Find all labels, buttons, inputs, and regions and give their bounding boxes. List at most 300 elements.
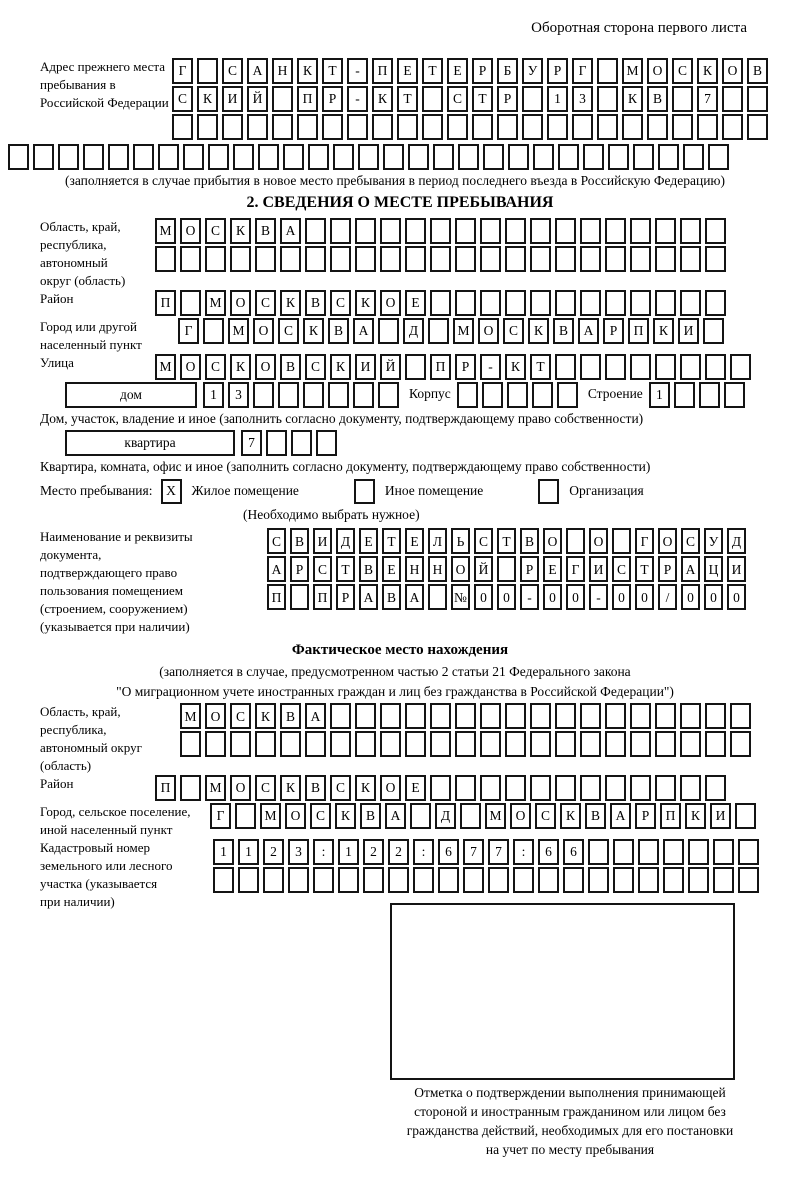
form-cell[interactable]: Р	[520, 556, 539, 582]
form-cell[interactable]	[108, 144, 129, 170]
form-cell[interactable]	[297, 114, 318, 140]
form-cell[interactable]	[330, 246, 351, 272]
inoe-checkbox[interactable]	[354, 479, 375, 504]
form-cell[interactable]	[658, 144, 679, 170]
form-cell[interactable]	[505, 218, 526, 244]
form-cell[interactable]: К	[355, 775, 376, 801]
form-cell[interactable]: И	[355, 354, 376, 380]
form-cell[interactable]: 3	[572, 86, 593, 112]
form-cell[interactable]	[355, 731, 376, 757]
form-cell[interactable]: В	[553, 318, 574, 344]
form-cell[interactable]	[705, 354, 726, 380]
form-cell[interactable]: Е	[405, 290, 426, 316]
form-cell[interactable]: Г	[210, 803, 231, 829]
form-cell[interactable]: С	[205, 218, 226, 244]
form-cell[interactable]	[482, 382, 503, 408]
form-cell[interactable]	[388, 867, 409, 893]
form-cell[interactable]	[313, 867, 334, 893]
form-cell[interactable]	[699, 382, 720, 408]
form-cell[interactable]: П	[372, 58, 393, 84]
form-cell[interactable]: 7	[488, 839, 509, 865]
form-cell[interactable]: Е	[382, 556, 401, 582]
form-cell[interactable]	[233, 144, 254, 170]
form-cell[interactable]: К	[685, 803, 706, 829]
form-cell[interactable]	[172, 114, 193, 140]
form-cell[interactable]	[555, 290, 576, 316]
form-cell[interactable]	[180, 290, 201, 316]
form-cell[interactable]	[405, 354, 426, 380]
form-cell[interactable]	[722, 114, 743, 140]
form-cell[interactable]	[180, 246, 201, 272]
form-cell[interactable]: А	[578, 318, 599, 344]
form-cell[interactable]	[372, 114, 393, 140]
form-cell[interactable]: С	[503, 318, 524, 344]
form-cell[interactable]: О	[647, 58, 668, 84]
form-cell[interactable]: Т	[322, 58, 343, 84]
form-cell[interactable]	[605, 775, 626, 801]
form-cell[interactable]	[580, 354, 601, 380]
form-cell[interactable]: А	[305, 703, 326, 729]
form-cell[interactable]	[633, 144, 654, 170]
form-cell[interactable]: Р	[290, 556, 309, 582]
organizatsiya-checkbox[interactable]	[538, 479, 559, 504]
form-cell[interactable]	[612, 528, 631, 554]
form-cell[interactable]	[647, 114, 668, 140]
form-cell[interactable]	[655, 354, 676, 380]
form-cell[interactable]	[738, 839, 759, 865]
form-cell[interactable]	[605, 246, 626, 272]
form-cell[interactable]	[597, 58, 618, 84]
form-cell[interactable]: В	[585, 803, 606, 829]
form-cell[interactable]: Г	[172, 58, 193, 84]
form-cell[interactable]	[363, 867, 384, 893]
form-cell[interactable]: В	[520, 528, 539, 554]
form-cell[interactable]	[622, 114, 643, 140]
form-cell[interactable]: С	[255, 290, 276, 316]
form-cell[interactable]: К	[653, 318, 674, 344]
form-cell[interactable]: К	[355, 290, 376, 316]
form-cell[interactable]: Т	[635, 556, 654, 582]
form-cell[interactable]	[630, 246, 651, 272]
form-cell[interactable]: Р	[455, 354, 476, 380]
form-cell[interactable]	[488, 867, 509, 893]
form-cell[interactable]	[708, 144, 729, 170]
form-cell[interactable]	[203, 318, 224, 344]
form-cell[interactable]	[280, 731, 301, 757]
form-cell[interactable]: :	[413, 839, 434, 865]
form-cell[interactable]	[222, 114, 243, 140]
form-cell[interactable]	[383, 144, 404, 170]
form-cell[interactable]	[422, 114, 443, 140]
form-cell[interactable]: К	[297, 58, 318, 84]
form-cell[interactable]	[283, 144, 304, 170]
form-cell[interactable]: Т	[422, 58, 443, 84]
form-cell[interactable]: 6	[438, 839, 459, 865]
form-cell[interactable]: Ц	[704, 556, 723, 582]
form-cell[interactable]	[655, 246, 676, 272]
form-cell[interactable]	[272, 114, 293, 140]
form-cell[interactable]: В	[647, 86, 668, 112]
form-cell[interactable]	[558, 144, 579, 170]
form-cell[interactable]: №	[451, 584, 470, 610]
form-cell[interactable]	[630, 703, 651, 729]
form-cell[interactable]: К	[255, 703, 276, 729]
form-cell[interactable]: П	[297, 86, 318, 112]
form-cell[interactable]	[638, 839, 659, 865]
form-cell[interactable]: Н	[405, 556, 424, 582]
form-cell[interactable]: О	[658, 528, 677, 554]
form-cell[interactable]	[505, 290, 526, 316]
form-cell[interactable]	[538, 867, 559, 893]
form-cell[interactable]: О	[255, 354, 276, 380]
form-cell[interactable]	[155, 246, 176, 272]
form-cell[interactable]	[705, 290, 726, 316]
form-cell[interactable]	[405, 218, 426, 244]
form-cell[interactable]: Т	[336, 556, 355, 582]
form-cell[interactable]	[630, 731, 651, 757]
form-cell[interactable]	[430, 703, 451, 729]
form-cell[interactable]: С	[313, 556, 332, 582]
form-cell[interactable]	[555, 246, 576, 272]
form-cell[interactable]: Р	[658, 556, 677, 582]
form-cell[interactable]: К	[528, 318, 549, 344]
form-cell[interactable]	[333, 144, 354, 170]
form-cell[interactable]	[680, 731, 701, 757]
form-cell[interactable]	[638, 867, 659, 893]
form-cell[interactable]	[747, 114, 768, 140]
form-cell[interactable]	[472, 114, 493, 140]
form-cell[interactable]	[608, 144, 629, 170]
form-cell[interactable]	[483, 144, 504, 170]
form-cell[interactable]	[507, 382, 528, 408]
form-cell[interactable]	[328, 382, 349, 408]
form-cell[interactable]: К	[230, 218, 251, 244]
form-cell[interactable]	[322, 114, 343, 140]
form-cell[interactable]: П	[660, 803, 681, 829]
form-cell[interactable]: А	[610, 803, 631, 829]
form-cell[interactable]: К	[622, 86, 643, 112]
form-cell[interactable]	[355, 246, 376, 272]
form-cell[interactable]: О	[589, 528, 608, 554]
form-cell[interactable]: С	[278, 318, 299, 344]
form-cell[interactable]: К	[330, 354, 351, 380]
form-cell[interactable]	[530, 731, 551, 757]
form-cell[interactable]: М	[155, 354, 176, 380]
form-cell[interactable]	[33, 144, 54, 170]
form-cell[interactable]: А	[681, 556, 700, 582]
form-cell[interactable]	[463, 867, 484, 893]
form-cell[interactable]	[724, 382, 745, 408]
form-cell[interactable]: 0	[474, 584, 493, 610]
form-cell[interactable]: В	[305, 775, 326, 801]
form-cell[interactable]: Е	[359, 528, 378, 554]
form-cell[interactable]	[438, 867, 459, 893]
form-cell[interactable]: 1	[238, 839, 259, 865]
form-cell[interactable]: 0	[681, 584, 700, 610]
form-cell[interactable]	[433, 144, 454, 170]
form-cell[interactable]: М	[260, 803, 281, 829]
form-cell[interactable]	[583, 144, 604, 170]
form-cell[interactable]: О	[253, 318, 274, 344]
form-cell[interactable]	[308, 144, 329, 170]
form-cell[interactable]	[158, 144, 179, 170]
form-cell[interactable]	[180, 775, 201, 801]
form-cell[interactable]: О	[205, 703, 226, 729]
form-cell[interactable]: 2	[263, 839, 284, 865]
form-cell[interactable]	[355, 218, 376, 244]
form-cell[interactable]: О	[180, 218, 201, 244]
form-cell[interactable]: -	[347, 86, 368, 112]
form-cell[interactable]: И	[222, 86, 243, 112]
form-cell[interactable]	[455, 218, 476, 244]
form-cell[interactable]: 0	[704, 584, 723, 610]
form-cell[interactable]: О	[285, 803, 306, 829]
form-cell[interactable]	[447, 114, 468, 140]
form-cell[interactable]: 1	[338, 839, 359, 865]
form-cell[interactable]: Й	[247, 86, 268, 112]
form-cell[interactable]: Т	[497, 528, 516, 554]
form-cell[interactable]	[705, 731, 726, 757]
form-cell[interactable]	[572, 114, 593, 140]
form-cell[interactable]: И	[727, 556, 746, 582]
form-cell[interactable]	[58, 144, 79, 170]
form-cell[interactable]	[272, 86, 293, 112]
form-cell[interactable]: :	[313, 839, 334, 865]
form-cell[interactable]: М	[622, 58, 643, 84]
form-cell[interactable]	[330, 218, 351, 244]
form-cell[interactable]	[408, 144, 429, 170]
form-cell[interactable]	[513, 867, 534, 893]
form-cell[interactable]	[683, 144, 704, 170]
form-cell[interactable]: А	[405, 584, 424, 610]
form-cell[interactable]	[674, 382, 695, 408]
form-cell[interactable]: Д	[727, 528, 746, 554]
form-cell[interactable]: Е	[447, 58, 468, 84]
form-cell[interactable]	[422, 86, 443, 112]
form-cell[interactable]	[430, 218, 451, 244]
form-cell[interactable]	[563, 867, 584, 893]
form-cell[interactable]	[380, 246, 401, 272]
form-cell[interactable]: С	[255, 775, 276, 801]
form-cell[interactable]	[430, 731, 451, 757]
form-cell[interactable]: С	[535, 803, 556, 829]
form-cell[interactable]: О	[230, 775, 251, 801]
form-cell[interactable]: Б	[497, 58, 518, 84]
form-cell[interactable]	[533, 144, 554, 170]
form-cell[interactable]	[380, 218, 401, 244]
form-cell[interactable]	[547, 114, 568, 140]
form-cell[interactable]	[480, 775, 501, 801]
form-cell[interactable]: Л	[428, 528, 447, 554]
form-cell[interactable]: К	[697, 58, 718, 84]
form-cell[interactable]: Ь	[451, 528, 470, 554]
form-cell[interactable]: С	[172, 86, 193, 112]
form-cell[interactable]: О	[722, 58, 743, 84]
form-cell[interactable]: С	[681, 528, 700, 554]
form-cell[interactable]: И	[313, 528, 332, 554]
form-cell[interactable]: У	[522, 58, 543, 84]
form-cell[interactable]	[180, 731, 201, 757]
form-cell[interactable]	[305, 731, 326, 757]
form-cell[interactable]: К	[197, 86, 218, 112]
form-cell[interactable]: К	[560, 803, 581, 829]
form-cell[interactable]	[555, 775, 576, 801]
form-cell[interactable]: С	[612, 556, 631, 582]
form-cell[interactable]	[655, 703, 676, 729]
form-cell[interactable]	[330, 731, 351, 757]
form-cell[interactable]: К	[280, 775, 301, 801]
form-cell[interactable]: К	[372, 86, 393, 112]
form-cell[interactable]: М	[180, 703, 201, 729]
form-cell[interactable]	[455, 246, 476, 272]
form-cell[interactable]	[655, 218, 676, 244]
form-cell[interactable]	[688, 867, 709, 893]
form-cell[interactable]: 0	[612, 584, 631, 610]
form-cell[interactable]	[722, 86, 743, 112]
form-cell[interactable]	[480, 246, 501, 272]
form-cell[interactable]: С	[672, 58, 693, 84]
form-cell[interactable]	[258, 144, 279, 170]
form-cell[interactable]	[680, 218, 701, 244]
form-cell[interactable]	[705, 775, 726, 801]
form-cell[interactable]	[730, 703, 751, 729]
form-cell[interactable]: К	[335, 803, 356, 829]
form-cell[interactable]	[247, 114, 268, 140]
form-cell[interactable]: С	[267, 528, 286, 554]
form-cell[interactable]	[680, 703, 701, 729]
form-cell[interactable]: Т	[530, 354, 551, 380]
form-cell[interactable]	[353, 382, 374, 408]
form-cell[interactable]: О	[543, 528, 562, 554]
form-cell[interactable]: О	[380, 775, 401, 801]
form-cell[interactable]	[505, 246, 526, 272]
form-cell[interactable]: Т	[382, 528, 401, 554]
form-cell[interactable]: В	[255, 218, 276, 244]
form-cell[interactable]: В	[359, 556, 378, 582]
form-cell[interactable]	[680, 354, 701, 380]
form-cell[interactable]	[597, 114, 618, 140]
form-cell[interactable]	[303, 382, 324, 408]
form-cell[interactable]: С	[222, 58, 243, 84]
form-cell[interactable]: Т	[397, 86, 418, 112]
form-cell[interactable]	[480, 731, 501, 757]
form-cell[interactable]	[480, 218, 501, 244]
form-cell[interactable]: К	[230, 354, 251, 380]
form-cell[interactable]: А	[359, 584, 378, 610]
form-cell[interactable]: 3	[228, 382, 249, 408]
form-cell[interactable]	[530, 775, 551, 801]
form-cell[interactable]: П	[267, 584, 286, 610]
form-cell[interactable]	[305, 218, 326, 244]
form-cell[interactable]: В	[290, 528, 309, 554]
form-cell[interactable]: Р	[635, 803, 656, 829]
form-cell[interactable]: О	[451, 556, 470, 582]
form-cell[interactable]: -	[347, 58, 368, 84]
form-cell[interactable]	[378, 382, 399, 408]
form-cell[interactable]: С	[305, 354, 326, 380]
form-cell[interactable]	[555, 218, 576, 244]
form-cell[interactable]	[380, 703, 401, 729]
form-cell[interactable]: В	[280, 703, 301, 729]
form-cell[interactable]: -	[520, 584, 539, 610]
form-cell[interactable]	[713, 839, 734, 865]
form-cell[interactable]	[255, 246, 276, 272]
form-cell[interactable]	[735, 803, 756, 829]
form-cell[interactable]: Г	[572, 58, 593, 84]
form-cell[interactable]	[555, 731, 576, 757]
form-cell[interactable]: 3	[288, 839, 309, 865]
form-cell[interactable]: В	[360, 803, 381, 829]
form-cell[interactable]	[316, 430, 337, 456]
form-cell[interactable]	[672, 114, 693, 140]
form-cell[interactable]: А	[280, 218, 301, 244]
form-cell[interactable]	[705, 703, 726, 729]
form-cell[interactable]: Н	[428, 556, 447, 582]
form-cell[interactable]	[738, 867, 759, 893]
form-cell[interactable]	[680, 246, 701, 272]
form-cell[interactable]	[266, 430, 287, 456]
form-cell[interactable]	[230, 246, 251, 272]
form-cell[interactable]: О	[380, 290, 401, 316]
form-cell[interactable]	[405, 246, 426, 272]
form-cell[interactable]: Д	[403, 318, 424, 344]
form-cell[interactable]: 2	[363, 839, 384, 865]
form-cell[interactable]: У	[704, 528, 723, 554]
form-cell[interactable]: С	[474, 528, 493, 554]
form-cell[interactable]: В	[305, 290, 326, 316]
form-cell[interactable]	[530, 703, 551, 729]
form-cell[interactable]: 0	[543, 584, 562, 610]
form-cell[interactable]	[263, 867, 284, 893]
form-cell[interactable]	[705, 246, 726, 272]
form-cell[interactable]	[580, 775, 601, 801]
form-cell[interactable]: Е	[543, 556, 562, 582]
form-cell[interactable]	[428, 584, 447, 610]
form-cell[interactable]	[730, 731, 751, 757]
form-cell[interactable]	[663, 839, 684, 865]
form-cell[interactable]: 1	[203, 382, 224, 408]
form-cell[interactable]: К	[280, 290, 301, 316]
form-cell[interactable]	[197, 58, 218, 84]
form-cell[interactable]	[430, 775, 451, 801]
form-cell[interactable]	[588, 867, 609, 893]
form-cell[interactable]	[580, 218, 601, 244]
form-cell[interactable]	[730, 354, 751, 380]
form-cell[interactable]	[680, 290, 701, 316]
form-cell[interactable]	[197, 114, 218, 140]
form-cell[interactable]	[378, 318, 399, 344]
form-cell[interactable]	[255, 731, 276, 757]
form-cell[interactable]: 7	[697, 86, 718, 112]
form-cell[interactable]	[458, 144, 479, 170]
form-cell[interactable]	[405, 731, 426, 757]
form-cell[interactable]: Е	[405, 775, 426, 801]
form-cell[interactable]	[358, 144, 379, 170]
form-cell[interactable]: С	[230, 703, 251, 729]
form-cell[interactable]	[597, 86, 618, 112]
form-cell[interactable]	[205, 731, 226, 757]
form-cell[interactable]	[655, 775, 676, 801]
form-cell[interactable]: О	[230, 290, 251, 316]
form-cell[interactable]	[347, 114, 368, 140]
form-cell[interactable]	[480, 703, 501, 729]
zhiloe-checkbox[interactable]: X	[161, 479, 182, 504]
form-cell[interactable]	[480, 290, 501, 316]
form-cell[interactable]	[235, 803, 256, 829]
form-cell[interactable]: И	[589, 556, 608, 582]
form-cell[interactable]: Р	[322, 86, 343, 112]
form-cell[interactable]: Г	[566, 556, 585, 582]
